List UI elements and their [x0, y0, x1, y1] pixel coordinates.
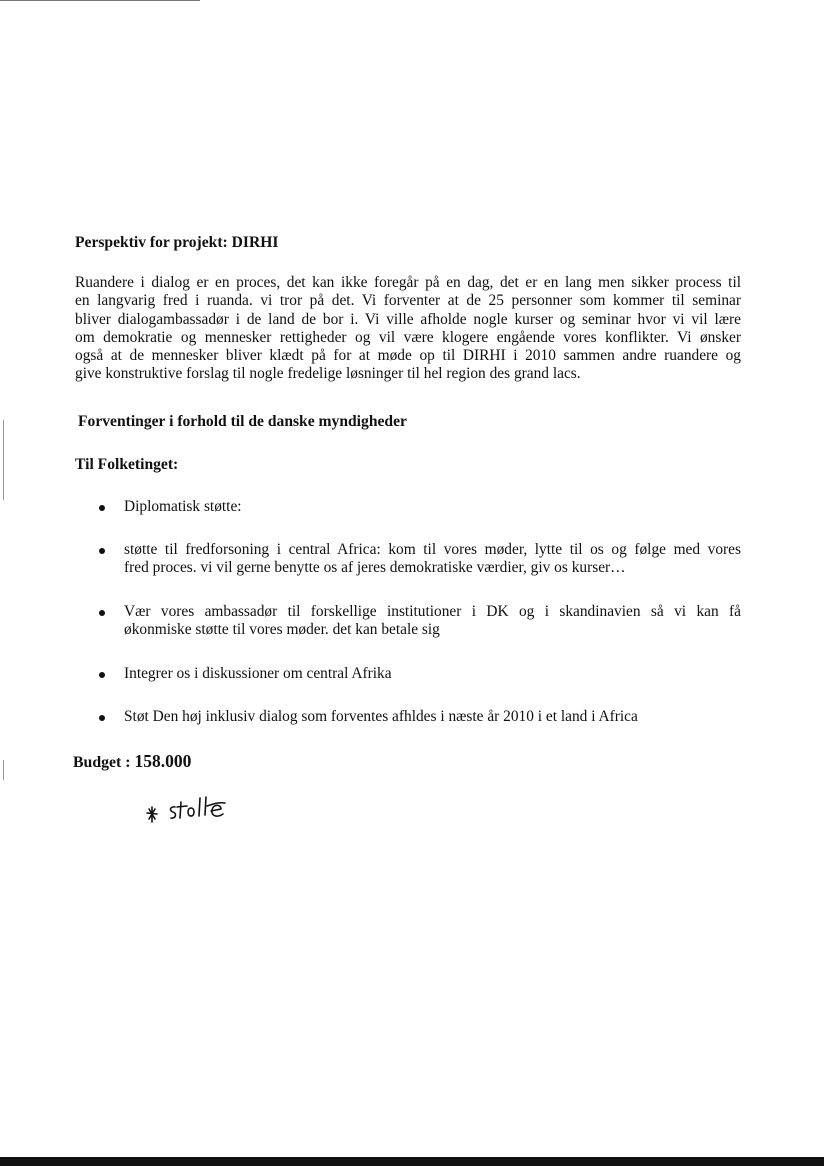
- scan-artifact-line: [3, 420, 4, 500]
- bullet-line: fred proces. vi vil gerne benytte os af jeres demokratiske værdier, giv os kurser…: [124, 559, 626, 577]
- paragraph-line: bliver dialogambassadør i de land de bor i. Vi ville afholde nogle kurser og seminar hvor vi vil lære: [75, 310, 741, 328]
- paragraph-line: en langvarig fred i ruanda. vi tror på det. Vi forventer at de 25 personner som kommer til seminar: [75, 292, 741, 310]
- bullet-icon: [99, 610, 105, 616]
- bullet-line: Vær vores ambassadør til forskellige institutioner i DK og i skandinavien så vi kan få: [124, 603, 741, 620]
- budget-label: Budget :: [73, 754, 135, 771]
- paragraph-line: Ruandere i dialog er en proces, det kan ikke foregår på en dag, det er en lang men sikker process til: [75, 274, 741, 291]
- section-subtitle-folketinget: Til Folketinget:: [75, 456, 179, 473]
- bullet-line: Integrer os i diskussioner om central Afrika: [124, 665, 392, 682]
- bullet-icon: [99, 505, 105, 511]
- bullet-text: [124, 708, 741, 726]
- bullet-icon: [99, 715, 105, 721]
- paragraph-line: give konstruktive forslag til nogle fredelige løsninger til hel region des grand lacs.: [75, 365, 581, 383]
- handwritten-signature: [143, 792, 243, 832]
- perspektiv-paragraph: [75, 274, 741, 384]
- bullet-text: [124, 665, 741, 683]
- bullet-text: [124, 541, 741, 578]
- bullet-text: [124, 498, 741, 516]
- section-title-forventinger: Forventinger i forhold til de danske myndigheder: [78, 413, 407, 430]
- paragraph-line: om demokratie og mennesker rettigheder og vil være klogere engående vores konflikter. Vi ønsker: [75, 328, 741, 346]
- scan-artifact-line: [3, 760, 4, 780]
- top-scan-rule: [0, 0, 200, 1]
- bullet-line: Støt Den høj inklusiv dialog som forventes afhldes i næste år 2010 i et land i Africa: [124, 708, 638, 725]
- bullet-line: Diplomatisk støtte:: [124, 498, 242, 515]
- bullet-text: [124, 603, 741, 640]
- bullet-icon: [99, 548, 105, 554]
- bottom-scan-border: [0, 1157, 824, 1166]
- budget-line: [73, 750, 191, 774]
- budget-value: 158.000: [134, 751, 192, 771]
- section-title-perspektiv: Perspektiv for projekt: DIRHI: [75, 234, 279, 251]
- paragraph-line: også at de mennesker bliver klædt på for at møde op til DIRHI i 2010 sammen andre ruandere og: [75, 347, 741, 365]
- bullet-line: økonmiske støtte til vores møder. det kan betale sig: [124, 621, 440, 639]
- bullet-icon: [99, 672, 105, 678]
- bullet-line: støtte til fredforsoning i central Africa: kom til vores møder, lytte til os og følge med vores: [124, 541, 741, 558]
